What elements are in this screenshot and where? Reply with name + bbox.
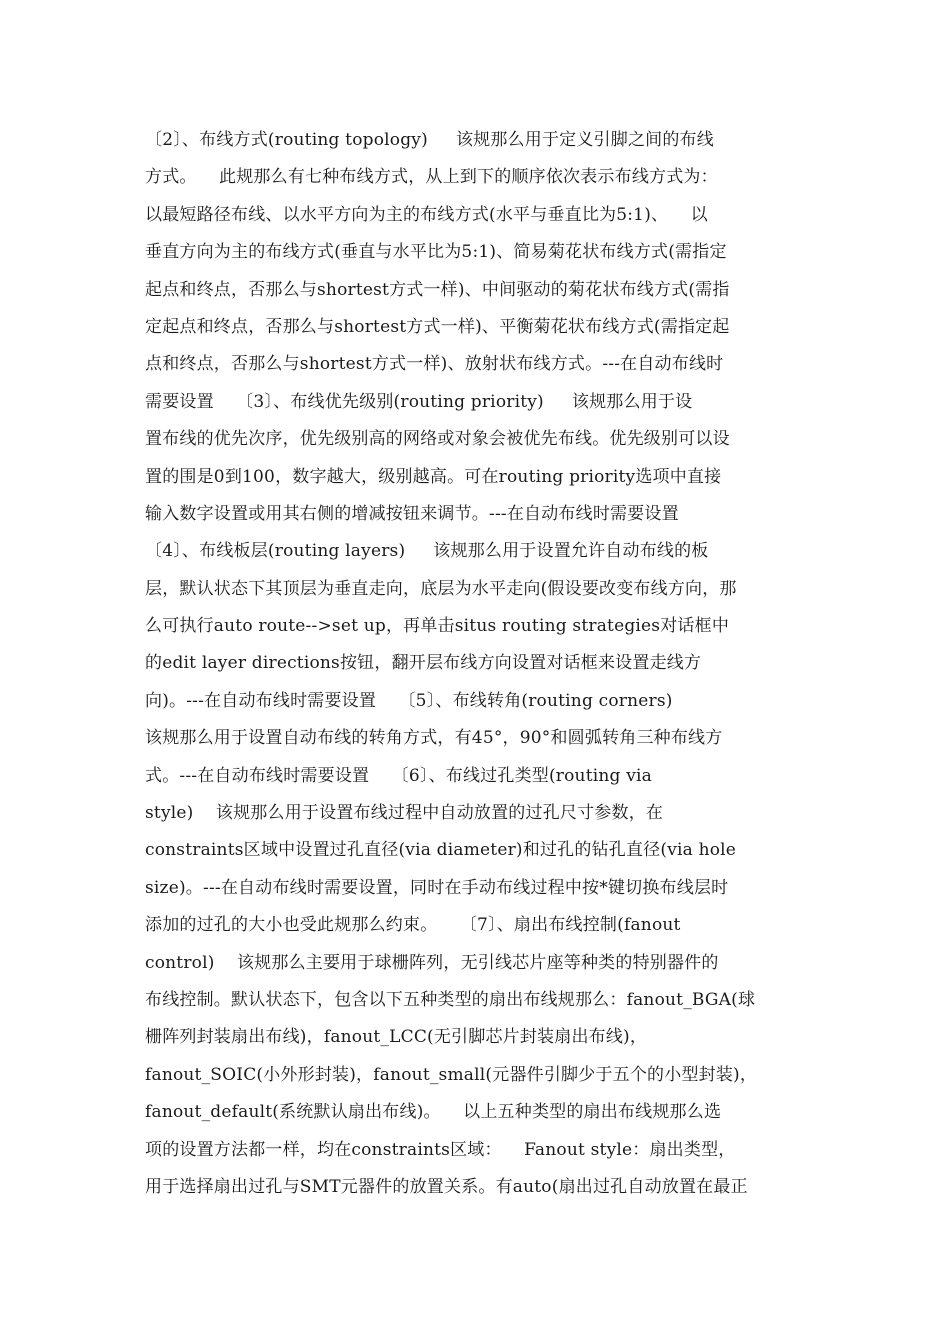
- text-line: 置的围是0到100，数字越大，级别越高。可在routing priority选项中直接: [145, 466, 722, 487]
- text-line: 的edit layer directions按钮，翻开层布线方向设置对话框来设置走线方: [145, 653, 702, 674]
- text-line: 起点和终点，否那么与shortest方式一样)、中间驱动的菊花状布线方式(需指: [145, 279, 730, 300]
- text-line: 输入数字设置或用其右侧的增减按钮来调节。---在自动布线时需要设置: [145, 503, 679, 524]
- text-line: 项的设置方法都一样，均在constraints区域： Fanout style：扇出类型，: [145, 1139, 736, 1160]
- text-line: control) 该规那么主要用于球栅阵列，无引线芯片座等种类的特别器件的: [145, 952, 719, 973]
- text-line: 栅阵列封装扇出布线)，fanout_LCC(无引脚芯片封装扇出布线)，: [145, 1027, 648, 1048]
- text-line: 布线控制。默认状态下，包含以下五种类型的扇出布线规那么：fanout_BGA(球: [145, 989, 756, 1010]
- text-line: 用于选择扇出过孔与SMT元器件的放置关系。有auto(扇出过孔自动放置在最正: [145, 1176, 748, 1197]
- text-line: 置布线的优先次序，优先级别高的网络或对象会被优先布线。优先级别可以设: [145, 429, 730, 450]
- text-line: 向)。---在自动布线时需要设置 〔5〕、布线转角(routing corners): [145, 690, 673, 711]
- text-line: 以最短路径布线、以水平方向为主的布线方式(水平与垂直比为5:1)、 以: [145, 204, 708, 225]
- body-text: [145, 122, 810, 1206]
- text-line: 〔2〕、布线方式(routing topology) 该规那么用于定义引脚之间的布线: [145, 130, 714, 150]
- text-line: 垂直方向为主的布线方式(垂直与水平比为5:1)、简易菊花状布线方式(需指定: [145, 242, 727, 263]
- text-line: 层，默认状态下其顶层为垂直走向，底层为水平走向(假设要改变布线方向，那: [145, 578, 737, 599]
- text-line: 式。---在自动布线时需要设置 〔6〕、布线过孔类型(routing via: [145, 765, 652, 786]
- text-line: 点和终点，否那么与shortest方式一样)、放射状布线方式。---在自动布线时: [145, 354, 724, 375]
- text-line: fanout_default(系统默认扇出布线)。 以上五种类型的扇出布线规那么选: [145, 1102, 722, 1123]
- text-line: 定起点和终点，否那么与shortest方式一样)、平衡菊花状布线方式(需指定起: [145, 316, 730, 337]
- text-line: 〔4〕、布线板层(routing layers) 该规那么用于设置允许自动布线的板: [145, 541, 709, 562]
- text-line: constraints区域中设置过孔直径(via diameter)和过孔的钻孔直径(via hole: [145, 840, 737, 861]
- text-line: 该规那么用于设置自动布线的转角方式，有45°，90°和圆弧转角三种布线方: [145, 728, 723, 749]
- text-line: style) 该规那么用于设置布线过程中自动放置的过孔尺寸参数，在: [145, 803, 664, 824]
- text-line: 么可执行auto route-->set up，再单击situs routing strategies对话框中: [145, 616, 730, 637]
- text-line: 需要设置 〔3〕、布线优先级别(routing priority) 该规那么用于设: [145, 391, 693, 412]
- text-line: 添加的过孔的大小也受此规那么约束。 〔7〕、扇出布线控制(fanout: [145, 915, 681, 936]
- text-line: size)。---在自动布线时需要设置，同时在手动布线过程中按*键切换布线层时: [145, 877, 729, 898]
- text-line: 方式。 此规那么有七种布线方式，从上到下的顺序依次表示布线方式为：: [145, 167, 718, 188]
- text-line: fanout_SOIC(小外形封装)，fanout_small(元器件引脚少于五个的小型封装)，: [145, 1064, 758, 1085]
